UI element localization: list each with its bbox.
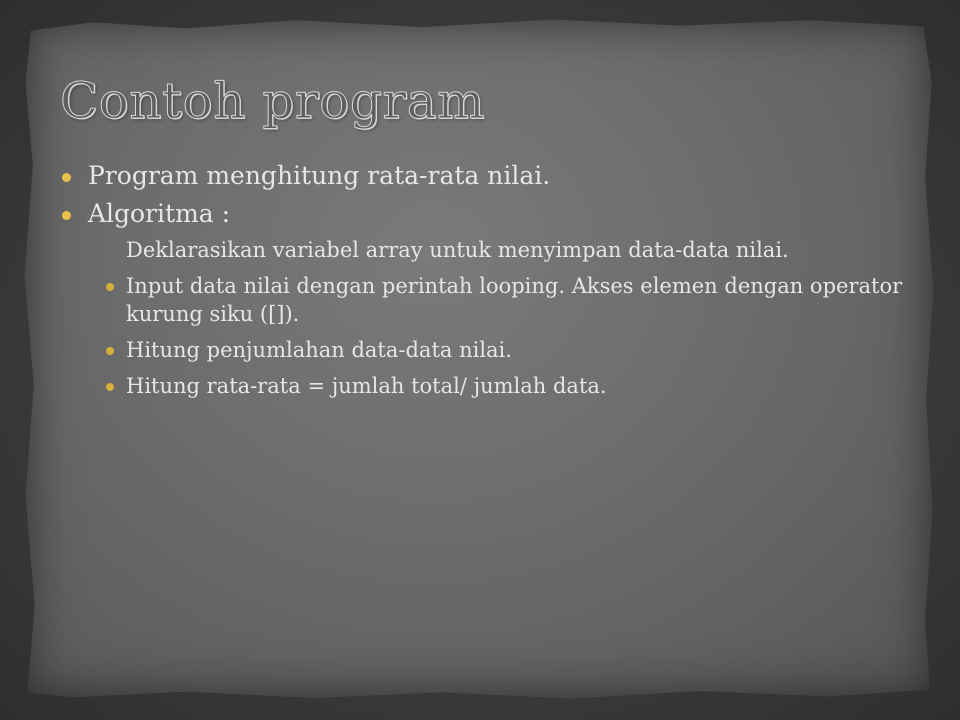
bullet-dot-icon bbox=[106, 347, 114, 355]
sub-bullet-item bbox=[62, 336, 906, 364]
bullet-dot-icon bbox=[106, 383, 114, 391]
bullet-text: Algoritma : bbox=[88, 199, 231, 228]
slide-content bbox=[62, 160, 922, 408]
sub-bullet-item bbox=[62, 372, 906, 400]
sub-bullet-item bbox=[62, 272, 906, 328]
sub-bullet-text: Hitung penjumlahan data-data nilai. bbox=[126, 338, 512, 362]
sub-bullet-text: Hitung rata-rata = jumlah total/ jumlah data. bbox=[126, 374, 607, 398]
bullet-dot-icon bbox=[62, 173, 71, 182]
sub-bullet-text: Input data nilai dengan perintah looping. Akses elemen dengan operator kurung siku ([]). bbox=[126, 274, 903, 326]
sub-bullet-item bbox=[62, 236, 906, 264]
bullet-text: Program menghitung rata-rata nilai. bbox=[88, 161, 551, 190]
bullet-dot-icon bbox=[62, 211, 71, 220]
bullet-dot-icon bbox=[106, 283, 114, 291]
bullet-item bbox=[62, 198, 922, 230]
bullet-item bbox=[62, 160, 922, 192]
sub-bullet-text: Deklarasikan variabel array untuk menyimpan data-data nilai. bbox=[126, 238, 789, 262]
slide-title: Contoh program bbox=[60, 72, 485, 130]
